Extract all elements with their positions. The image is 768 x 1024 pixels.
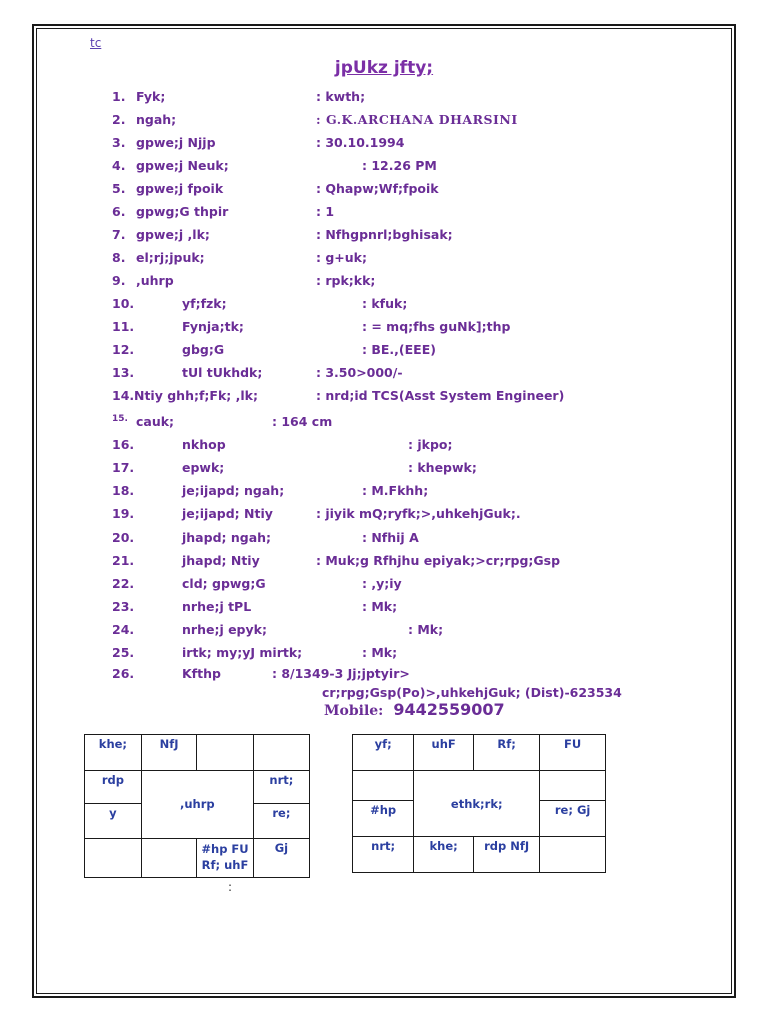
rasi-cell <box>253 735 309 771</box>
row-value: : nrd;id TCS(Asst System Engineer) <box>316 388 565 403</box>
row-value: : = mq;fhs guNk];thp <box>362 319 511 334</box>
row-value: : jiyik mQ;ryfk;>,uhkehjGuk;. <box>316 506 521 521</box>
rasi-cell: #hp FU Rf; uhF <box>197 838 254 877</box>
row-number: 26. <box>112 666 135 681</box>
mobile-number: 9442559007 <box>393 700 505 719</box>
row-number: 3. <box>112 135 126 150</box>
row-value: : BE.,(EEE) <box>362 342 436 357</box>
rasi-center: ,uhrp <box>141 771 253 838</box>
row-value: : khepwk; <box>408 460 477 475</box>
detail-row <box>0 250 768 270</box>
navamsa-cell: yf; <box>353 735 414 771</box>
row-value: : M.Fkhh; <box>362 483 429 498</box>
row-number: 17. <box>112 460 135 475</box>
row-value: : jkpo; <box>408 437 453 452</box>
row-label: Fyk; <box>136 89 166 104</box>
row-number: 18. <box>112 483 135 498</box>
rasi-cell <box>141 838 196 877</box>
row-value: : Nfhgpnrl;bghisak; <box>316 227 453 242</box>
row-number: 11. <box>112 319 135 334</box>
row-label: je;ijapd; Ntiy <box>182 506 273 521</box>
detail-row <box>0 506 768 526</box>
row-label: nrhe;j epyk; <box>182 622 267 637</box>
row-label: ngah; <box>136 112 177 127</box>
navamsa-cell: uhF <box>414 735 474 771</box>
row-number: 12. <box>112 342 135 357</box>
rasi-cell: y <box>85 804 142 838</box>
row-value: : Mk; <box>362 599 398 614</box>
navamsa-cell: rdp NfJ <box>474 837 540 873</box>
detail-row <box>0 437 768 457</box>
row-label: gpwe;j fpoik <box>136 181 224 196</box>
navamsa-cell: #hp <box>353 801 414 837</box>
detail-row <box>0 204 768 224</box>
row-label: ,uhrp <box>136 273 174 288</box>
detail-row <box>0 319 768 339</box>
row-label: cld; gpwg;G <box>182 576 266 591</box>
row-number: 9. <box>112 273 126 288</box>
row-label: gpwe;j Neuk; <box>136 158 229 173</box>
row-label: gpwe;j ,lk; <box>136 227 210 242</box>
navamsa-cell <box>540 771 606 801</box>
row-label: nrhe;j tPL <box>182 599 252 614</box>
navamsa-cell: nrt; <box>353 837 414 873</box>
detail-row <box>0 296 768 316</box>
navamsa-cell: FU <box>540 735 606 771</box>
row-value: : 1 <box>316 204 335 219</box>
row-number: 1. <box>112 89 126 104</box>
row-number: 24. <box>112 622 135 637</box>
row-number: 19. <box>112 506 135 521</box>
navamsa-cell: khe; <box>414 837 474 873</box>
row-label: gpwe;j Njjp <box>136 135 216 150</box>
detail-row <box>0 460 768 480</box>
detail-row <box>0 530 768 550</box>
row-number: 21. <box>112 553 135 568</box>
detail-row <box>0 227 768 247</box>
detail-row <box>0 181 768 201</box>
row-value: : rpk;kk; <box>316 273 376 288</box>
row-label: cauk; <box>136 414 175 429</box>
navamsa-cell: Rf; <box>474 735 540 771</box>
row-value: : Mk; <box>408 622 444 637</box>
detail-row <box>0 483 768 503</box>
row-value: : G.K.ARCHANA DHARSINI <box>316 112 518 127</box>
detail-row <box>0 158 768 178</box>
navamsa-cell <box>353 771 414 801</box>
row-value: : 164 cm <box>272 414 333 429</box>
row-label: epwk; <box>182 460 225 475</box>
tc-link[interactable]: tc <box>90 36 102 50</box>
navamsa-cell: re; Gj <box>540 801 606 837</box>
row-label: gpwg;G thpir <box>136 204 229 219</box>
address-line-2: cr;rpg;Gsp(Po)>,uhkehjGuk; (Dist)-623534 <box>322 685 622 700</box>
row-label: el;rj;jpuk; <box>136 250 205 265</box>
row-label: irtk; my;yJ mirtk; <box>182 645 303 660</box>
row-label: jhapd; Ntiy <box>182 553 260 568</box>
detail-row <box>0 273 768 293</box>
row-value: : kfuk; <box>362 296 408 311</box>
row-number: 16. <box>112 437 135 452</box>
row-value: : 8/1349-3 Jj;jptyir> <box>272 666 410 681</box>
row-number: 15. <box>112 414 128 424</box>
row-label: nkhop <box>182 437 226 452</box>
mobile-line <box>324 700 505 719</box>
detail-row <box>0 112 768 132</box>
row-number: 6. <box>112 204 126 219</box>
page-title: jpUkz jfty; <box>334 58 434 78</box>
row-number: 7. <box>112 227 126 242</box>
row-number: 20. <box>112 530 135 545</box>
mobile-label: Mobile: <box>324 703 384 719</box>
rasi-cell: rdp <box>85 771 142 804</box>
row-value: : 30.10.1994 <box>316 135 405 150</box>
detail-row <box>0 553 768 573</box>
row-number: 23. <box>112 599 135 614</box>
row-value: : g+uk; <box>316 250 367 265</box>
row-value: : kwth; <box>316 89 366 104</box>
row-label: tUl tUkhdk; <box>182 365 263 380</box>
rasi-cell <box>85 838 142 877</box>
row-number: 4. <box>112 158 126 173</box>
row-number: 22. <box>112 576 135 591</box>
rasi-cell: re; <box>253 804 309 838</box>
detail-row <box>0 388 768 408</box>
row-label: jhapd; ngah; <box>182 530 272 545</box>
detail-row <box>0 645 768 665</box>
row-number: 13. <box>112 365 135 380</box>
row-value: : Mk; <box>362 645 398 660</box>
row-value: : Nfhij A <box>362 530 419 545</box>
detail-row <box>0 89 768 109</box>
row-value: : Qhapw;Wf;fpoik <box>316 181 439 196</box>
row-label: Kfthp <box>182 666 221 681</box>
detail-row <box>0 365 768 385</box>
row-number: 10. <box>112 296 135 311</box>
rasi-cell: NfJ <box>141 735 196 771</box>
row-label: gbg;G <box>182 342 225 357</box>
rasi-cell: khe; <box>85 735 142 771</box>
navamsa-chart <box>352 734 606 873</box>
row-label: yf;fzk; <box>182 296 227 311</box>
row-number: 25. <box>112 645 135 660</box>
rasi-chart <box>84 734 310 878</box>
row-number: 2. <box>112 112 126 127</box>
detail-row <box>0 622 768 642</box>
row-number: 14. <box>112 388 135 403</box>
rasi-cell <box>197 735 254 771</box>
row-value: : 12.26 PM <box>362 158 437 173</box>
row-label: Fynja;tk; <box>182 319 244 334</box>
row-value: : ,y;iy <box>362 576 402 591</box>
detail-row <box>0 599 768 619</box>
row-value: : 3.50>000/- <box>316 365 403 380</box>
navamsa-center: ethk;rk; <box>414 771 540 837</box>
navamsa-cell <box>540 837 606 873</box>
rasi-cell: nrt; <box>253 771 309 804</box>
row-number: 5. <box>112 181 126 196</box>
row-label: Ntiy ghh;f;Fk; ,lk; <box>134 388 258 403</box>
rasi-cell: Gj <box>253 838 309 877</box>
footer-colon: : <box>228 880 233 894</box>
detail-row <box>0 135 768 155</box>
row-label: je;ijapd; ngah; <box>182 483 285 498</box>
detail-row <box>0 342 768 362</box>
detail-row <box>0 666 768 686</box>
detail-row <box>0 414 768 434</box>
row-number: 8. <box>112 250 126 265</box>
detail-row <box>0 576 768 596</box>
row-value: : Muk;g Rfhjhu epiyak;>cr;rpg;Gsp <box>316 553 561 568</box>
